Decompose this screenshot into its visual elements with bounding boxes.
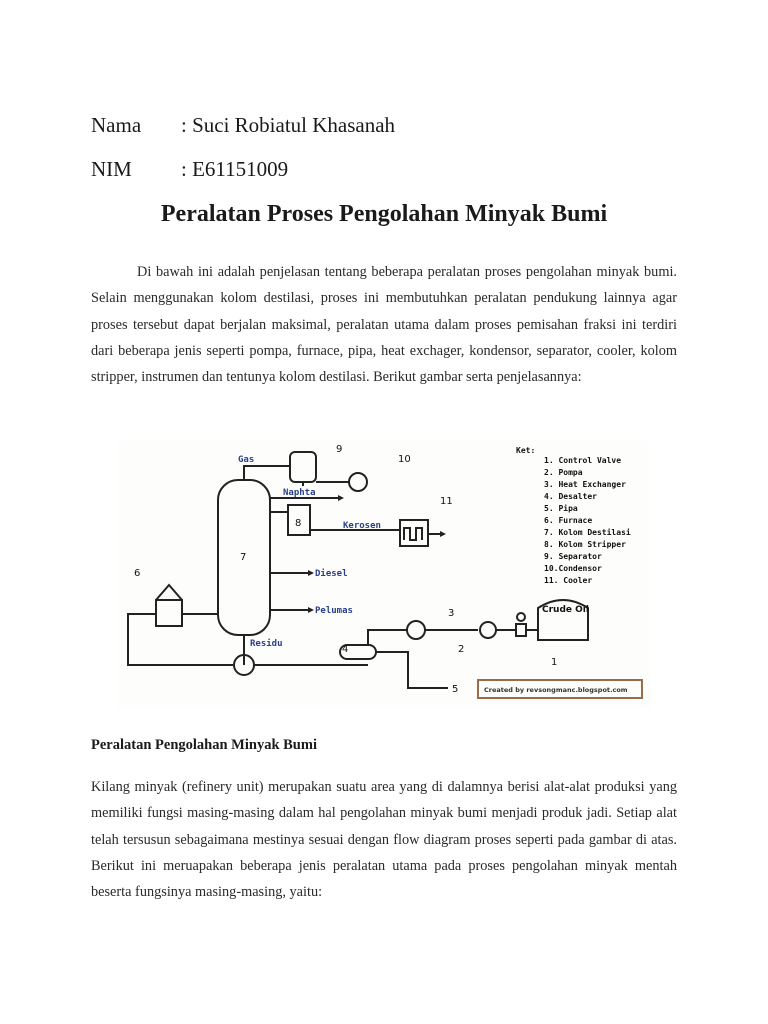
credit-text: Created by revsongmanc.blogspot.com [484, 686, 628, 694]
legend-item: 9. Separator [544, 552, 602, 561]
naphta-label: Naphta [283, 488, 316, 498]
legend-item: 6. Furnace [544, 516, 593, 525]
number-10: 10 [398, 454, 411, 465]
legend-title: Ket: [516, 446, 536, 455]
gas-label: Gas [238, 455, 255, 465]
number-1: 1 [551, 657, 558, 668]
number-4: 4 [342, 644, 349, 655]
number-6: 6 [134, 568, 141, 579]
number-5: 5 [452, 684, 459, 695]
number-3: 3 [448, 608, 455, 619]
section-heading: Peralatan Pengolahan Minyak Bumi [91, 737, 317, 753]
name-row [91, 113, 395, 138]
nim-row [91, 157, 288, 182]
body-paragraph: Kilang minyak (refinery unit) merupakan suatu area yang di dalamnya berisi alat-alat produksi yang memiliki fungsi masing-masing dalam hal pengolahan minyak bumi menjadi produk jadi. Setiap alat telah tersusun sebagaimana mestinya sesuai dengan flow diagram proses seperti pada gambar di atas. Berikut ini meruapakan beberapa jenis peralatan utama pada proses pengolahan minyak mentah beserta fungsinya masing-masing, yaitu: [91, 779, 677, 901]
nim-label: NIM [91, 157, 132, 181]
number-2: 2 [458, 644, 465, 655]
legend-item: 5. Pipa [544, 504, 578, 513]
residu-label: Residu [250, 639, 283, 649]
document-title: Peralatan Proses Pengolahan Minyak Bumi [160, 201, 608, 227]
name-label: Nama [91, 113, 142, 137]
legend-item: 1. Control Valve [544, 456, 622, 465]
diesel-label: Diesel [315, 569, 348, 579]
legend-item: 8. Kolom Stripper [544, 540, 626, 549]
number-7: 7 [240, 552, 247, 563]
number-8: 8 [295, 518, 302, 529]
intro-paragraph: Di bawah ini adalah penjelasan tentang beberapa peralatan proses pengolahan minyak bumi. Selain menggunakan kolom destilasi, proses ini membutuhkan peralatan pendukung lainnya agar proses tersebut dapat berjalan maksimal, peralatan utama dalam proses pemisahan fraksi ini terdiri dari beberapa jenis seperti pompa, furnace, pipa, heat exchager, kondensor, separator, cooler, kolom stripper, instrumen dan tentunya kolom destilasi. Berikut gambar serta penjelasannya: [91, 264, 677, 386]
process-flow-diagram [118, 440, 650, 708]
legend-item: 7. Kolom Destilasi [544, 528, 631, 537]
pelumas-label: Pelumas [315, 606, 353, 616]
kerosen-label: Kerosen [343, 521, 381, 531]
legend-item: 4. Desalter [544, 492, 597, 501]
legend-item: 2. Pompa [544, 468, 583, 477]
number-9: 9 [336, 444, 343, 455]
legend-item: 3. Heat Exchanger [544, 480, 626, 489]
legend-item: 11. Cooler [544, 576, 593, 585]
legend-item: 10.Condensor [544, 564, 602, 573]
number-11: 11 [440, 496, 453, 507]
nim-value: : E61151009 [181, 157, 289, 181]
name-value: : Suci Robiatul Khasanah [181, 113, 396, 137]
crude-oil-label: Crude Oil [542, 605, 589, 615]
